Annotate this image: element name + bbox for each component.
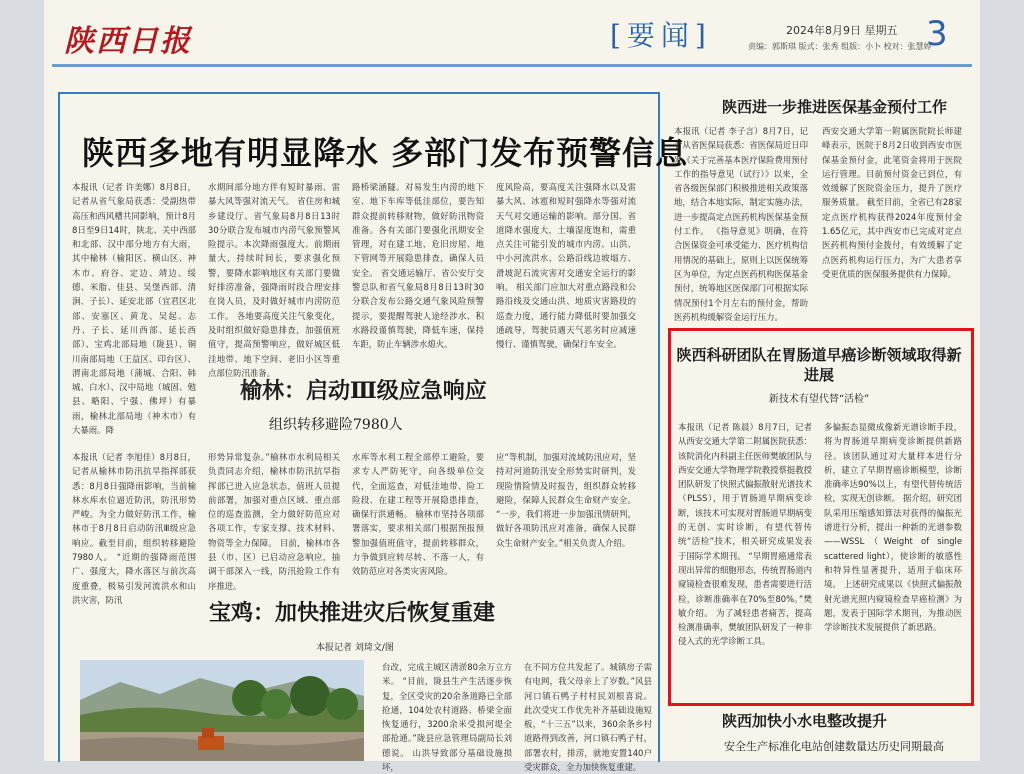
section-name: [要闻] — [610, 19, 712, 52]
lead-column-3: 路桥梁涵隧。对易发生内涝的地下室、地下车库等低洼部位，要告知群众提前转移财物，做好防汛物资准备。各有关部门要强化汛期安全管理，对在建工地、危旧房屋、地下管网等开展隐患排查，确保人员安全。 省交通运输厅、省公安厅交警总队和省气象局8月8日13时30分联合发布公路交通气象风险预警提示，要提醒驾驶人途经涉水、积水路段谨慎驾驶，降低车速，保持车距，防止车辆涉水熄火。 — [352, 182, 484, 350]
header-rule — [52, 64, 972, 67]
yulin-column-3: 水库等水利工程全部停工避险，要求专人严防死守，向各级单位交代，全面巡查，对低洼地带、险工险段、在建工程等开展隐患排查，确保行洪通畅。 榆林市坚持各项部署落实，要求相关部门根据预报预警加强值班值守，提前转移群众，力争做到应转尽转、不落一人，有效防范应对各类灾害风险。 — [352, 452, 484, 577]
photo-illustration — [80, 660, 364, 761]
flood-recovery-photo — [80, 660, 364, 761]
medical-insurance-title[interactable]: 陕西进一步推进医保基金预付工作 — [722, 98, 948, 116]
yulin-headline[interactable] — [240, 374, 487, 405]
baoji-column-1: 台改，完成主城区清淤80余万立方米。 “目前，陇县生产生活逐步恢复，全区受灾的20余条道路已全部抢通，104处农村道路、桥梁全面恢复通行，3200余米受损河堤全部抢通。”陇县应急管理局副局长刘德说。 山洪导致部分基础设施损坏， — [382, 662, 512, 773]
yulin-column-1: 本报讯（记者 李旭佳）8月8日，记者从榆林市防汛抗旱指挥部获悉：8月8日强降雨影响，当前榆林水库水位逼近防汛，防汛形势严峻。为全力做好防汛工作，榆林市于8月8日启动防汛Ⅲ级应急响应。截至目前，组织转移避险7980人。 “近期的强降雨范围广、强度大，降水落区与前次高度重叠，极易引发河流洪水和山洪灾害，防汛 — [72, 452, 196, 605]
hydropower-title[interactable]: 陕西加快小水电整改提升 — [722, 712, 888, 730]
yulin-column-2: 形势异常复杂。”榆林市水利局相关负责同志介绍，榆林市防汛抗旱指挥部已进入应急状态，值班人员提前部署，加强对重点区域、重点部位的巡查监测，全力做好防范应对各项工作，专家支撑、技术材料、物资等全力保障。 目前，榆林市各县（市、区）已启动应急响应，抽调干部深入一线，防汛抢险工作有序推进。 — [208, 452, 340, 591]
medical-insurance-column-2: 西安交通大学第一附属医院院长师建峰表示，医院于8月2日收到西安市医保基金预付金，此笔资金将用于医院运行管理。目前预付资金已到位，有效缓解了医院资金压力，提升了医疗服务质量。 截至目前，全省已有28家定点医疗机构获得2024年度预付金1.65亿元，其中西安市已完成对定点医药机构预付金拨付，有效缓解了定点医药机构运行压力，为广大患者享受更优质的医保服务提供有力保障。 — [822, 126, 962, 279]
newspaper-logo: 陕西日报 — [64, 24, 192, 59]
newspaper-page — [44, 0, 980, 773]
lead-column-1: 本报讯（记者 许美娜）8月8日，记者从省气象局获悉：受副热带高压和西风槽共同影响，预计8月8日至9日14时，陕北、关中西部和北部、汉中部分地方有大雨，其中榆林（榆阳区、横山区、神木市、府谷、定边、靖边、绥德、米脂、佳县、吴堡西部、清涧、子长）、延安北部（宜君区北部、安塞区、黄龙、吴起、志丹、子长、延川西部、延长西部）、宝鸡北部局地（陇县）、铜川南部局地（王益区、印台区）、渭南北部局地（蒲城、合阳、韩城、白水）、汉中局地（城固、勉县、略阳、宁强、佛坪）有暴雨，榆林北部局地（神木市）有大暴雨。降 — [72, 182, 196, 436]
baoji-headline[interactable] — [209, 596, 495, 627]
yulin-headline-text: 启动Ⅲ级应急响应 — [306, 378, 487, 404]
medical-insurance-column-1: 本报讯（记者 李子言）8月7日，记者从省医保局获悉：省医保局近日印发《关于完善基本医疗保险费用预付工作的指导意见（试行）》以来，全省各级医保部门积极推进相关政策落地，结合本地实际，制定实施办法，进一步提高定点医药机构医保基金预付工作。 《指导意见》明确，在符合医保资金可承受能力、医疗机构信用情况的基础上，原则上以医保统筹区为单位，为定点医药机构医保基金预付，统筹地区医保部门可根据实际情况预付1个月左右的预付金，帮助医药机构缓解资金运行压力。 — [674, 126, 808, 322]
baoji-byline: 本报记者 刘琦文/图 — [316, 643, 394, 653]
editorial-staff: 责编：郭斯琪 版式：张秀 组版：小卜 校对：张慧婷 — [748, 42, 932, 51]
yulin-column-4: 应“等机制，加强对流域防汛应对，坚持对河道防汛安全形势实时研判，发现险情险情及时报告，组织群众转移避险，保障人民群众生命财产安全。 “一步，我们将进一步加强汛情研判，做好各项防汛应对准备，确保人民群众生命财产安全。”相关负责人介绍。 — [496, 452, 636, 548]
hydropower-subtitle: 安全生产标准化电站创建数量达历史同期最高 — [724, 740, 944, 753]
featured-article-title[interactable]: 陕西科研团队在胃肠道早癌诊断领域取得新进展 — [676, 346, 962, 384]
baoji-place: 宝鸡： — [209, 600, 276, 626]
masthead — [44, 0, 980, 66]
baoji-column-2: 在不同方位共发起了。城镇房子需有电网，我父母亲上了岁数。”风县河口镇石鸭子村村民刘根喜说。 此次受灾工作优先补齐基础设施短板，“十三五”以来，360余条乡村道路得到改善，河口镇石鸭子村，部署农村，排涝，就地安置140户受灾群众，全力加快恢复重建。 — [524, 662, 652, 773]
yulin-place: 榆林： — [240, 378, 307, 404]
page-number: 3 — [926, 14, 948, 54]
lead-headline[interactable]: 陕西多地有明显降水 多部门发布预警信息 — [82, 134, 689, 172]
featured-column-1: 本报讯（记者 陈晨）8月7日，记者从西安交通大学第二附属医院获悉：该院消化内科副主任医师樊敏团队与西安交通大学物理学院教授蔡挺教授团队研发了快照式偏振散射光谱技术（PLSS），用于胃肠道早期病变诊断，该技术可实现对胃肠道早期病变的无创、实时诊断，有望代替传统“活检”技术，相关研究成果发表于国际学术期刊。 “早期胃癌通常表现出异常的细胞形态，传统胃肠道内窥镜检查很难发现，患者需要进行活检，诊断准确率在70%至80%。”樊敏介绍。 为了减轻患者痛苦，提高检测准确率，樊敏团队研发了一种非侵入式的光学诊断工具。 — [678, 422, 812, 647]
lead-column-4: 度风险高，要高度关注强降水以及雷暴大风、冰雹和短时强降水等强对流天气对交通运输的影响。部分国、省道降水强度大，土壤湿度饱和，需重点关注可能引发的城市内涝、山洪、中小河流洪水、公路沿线边坡塌方、滑坡泥石流灾害对交通安全运行的影响。 相关部门应加大对重点路段和公路沿线及交通山洪、地质灾害路段的巡查力度，通行能力降低时要加强交通疏导，驾驶员遇天气恶劣时应减速慢行、谨慎驾驶，确保行车安全。 — [496, 182, 636, 350]
featured-column-2: 多偏振态显微成像新光谱诊断手段，将为胃肠道早期病变诊断提供新路径。该团队通过对大量样本进行分析，建立了早期胃癌诊断模型，诊断准确率达90%以上，有望代替传统活检，实现无创诊断。 据介绍，研究团队采用压缩感知算法对获得的偏振光谱进行分析，提出一种新的光谱参数——WSSL（Weight of single scattered light），使诊断的敏感性和特异性显著提升，适用于临床环境。 上述研究成果以《快照式偏振散射光谱光照内窥镜检查早癌检测》为题，发表于国际学术期刊，为推动医学诊断技术发展提供了新思路。 — [824, 422, 962, 633]
lead-column-2: 水期间部分地方伴有短时暴雨、雷暴大风等强对流天气。 省住房和城乡建设厅、省气象局8月8日13时30分联合发布城市内涝气象预警风险提示。本次降雨强度大、前期雨量大，持续时间长，要求强化预警，要降水影响地区有关部门要做好排涝准备，强降雨时段合理安排在岗人员，及时做好城市内涝防范工作。 各地要高度关注气象变化，及时组织做好隐患排查，加强值班值守，提高预警响应，做好城区低洼地带、地下空间、老旧小区等重点部位防汛准备。 — [208, 182, 340, 378]
yulin-subhead: 组织转移避险7980人 — [269, 417, 403, 433]
issue-date: 2024年8月9日 星期五 — [786, 24, 898, 37]
featured-article-subtitle: 新技术有望代替“活检” — [768, 394, 870, 405]
baoji-headline-text: 加快推进灾后恢复重建 — [275, 600, 496, 626]
